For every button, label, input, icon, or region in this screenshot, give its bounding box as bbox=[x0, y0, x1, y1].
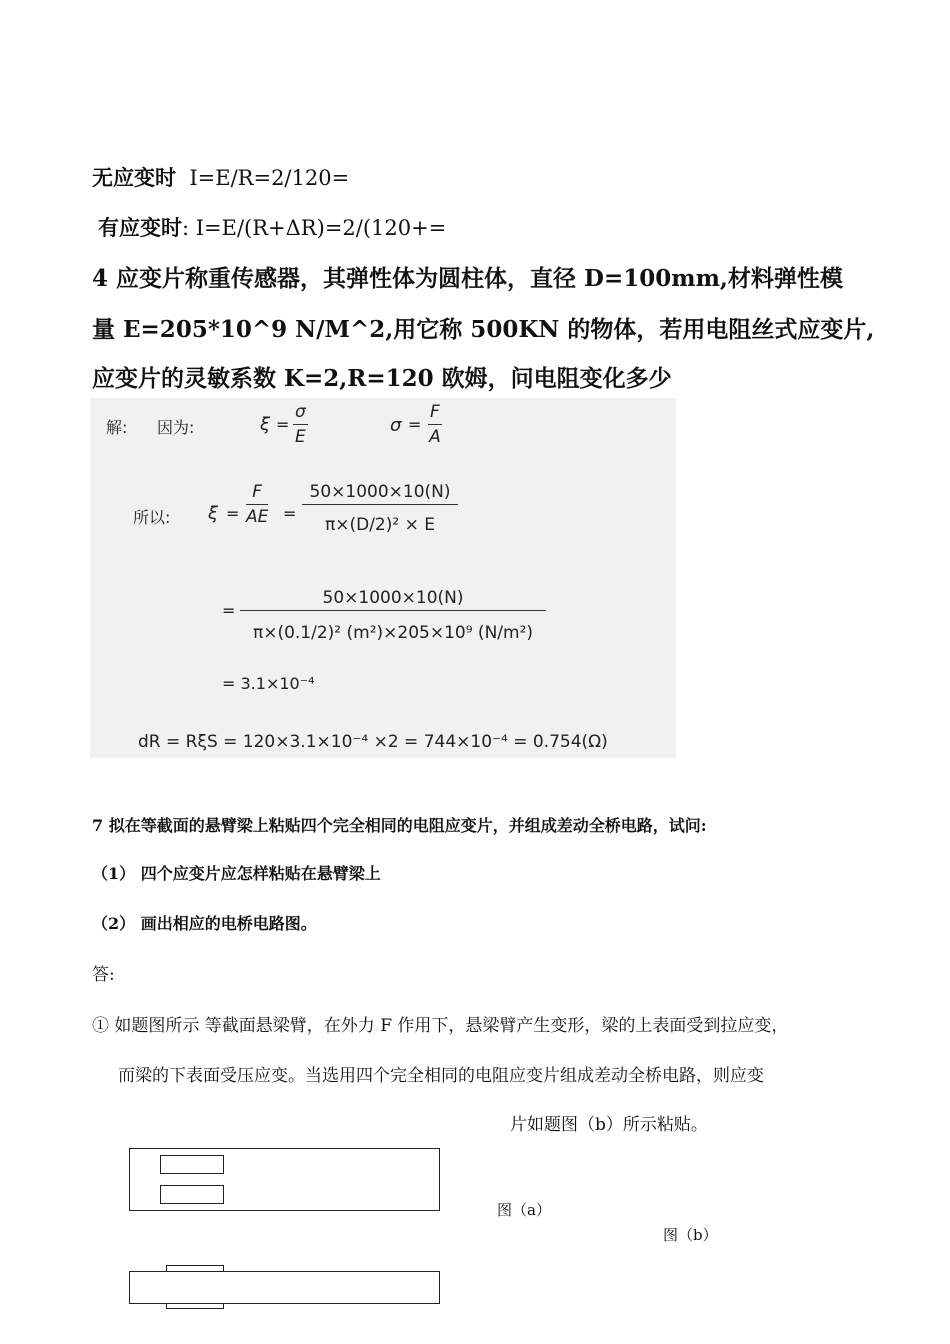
answer-line-2: 而梁的下表面受压应变。当选用四个完全相同的电阻应变片组成差动全桥电路，则应变 bbox=[118, 1066, 764, 1086]
strain-symbol: ξ bbox=[208, 503, 219, 524]
therefore-label: 所以: bbox=[133, 508, 171, 527]
no-strain-formula: I=E/R=2/120= bbox=[189, 166, 350, 190]
answer-line-3: 片如题图（b）所示粘贴。 bbox=[510, 1115, 708, 1135]
equals-sign: = bbox=[276, 415, 290, 434]
strain-symbol: ξ bbox=[260, 414, 271, 435]
no-strain-label: 无应变时 bbox=[92, 165, 176, 190]
with-strain-formula: : I=E/(R+ΔR)=2/(120+= bbox=[182, 216, 447, 240]
equals-sign: = bbox=[226, 504, 240, 523]
stress-over-e-fraction bbox=[293, 400, 308, 449]
resistance-change-formula: dR = RξS = 120×3.1×10⁻⁴ ×2 = 744×10⁻⁴ = 0.754(Ω) bbox=[138, 732, 608, 752]
with-strain-line bbox=[98, 212, 446, 242]
solution-panel bbox=[90, 398, 676, 758]
fraction-denominator: π×(0.1/2)² (m²)×205×10⁹ (N/m²) bbox=[252, 623, 534, 643]
answer-label: 答: bbox=[92, 965, 115, 985]
figure-a-caption: 图（a） bbox=[497, 1201, 551, 1219]
beam-figure-b bbox=[129, 1271, 440, 1304]
fraction-numerator: 50×1000×10(N) bbox=[240, 586, 546, 611]
first-big-fraction bbox=[302, 480, 458, 537]
question-7-part-2: （2） 画出相应的电桥电路图。 bbox=[92, 914, 317, 933]
fraction-numerator: σ bbox=[293, 400, 308, 425]
question-7-part-1: （1） 四个应变片应怎样粘贴在悬臂梁上 bbox=[92, 864, 381, 883]
figure-b-caption: 图（b） bbox=[663, 1226, 718, 1244]
fraction-numerator: 50×1000×10(N) bbox=[302, 480, 458, 505]
answer-line-1: ① 如题图所示 等截面悬梁臂，在外力 F 作用下，悬梁臂产生变形，梁的上表面受到拉应变， bbox=[92, 1016, 789, 1036]
question-4-line-3: 应变片的灵敏系数 K=2,R=120 欧姆，问电阻变化多少 bbox=[92, 365, 672, 392]
sigma-symbol: σ bbox=[390, 415, 402, 436]
fraction-numerator: F bbox=[428, 400, 442, 425]
with-strain-label: 有应变时 bbox=[98, 215, 182, 240]
question-7-title: 7 拟在等截面的悬臂梁上粘贴四个完全相同的电阻应变片，并组成差动全桥电路，试问: bbox=[92, 816, 707, 835]
equals-sign: = bbox=[408, 415, 422, 434]
solution-label: 解: bbox=[106, 418, 128, 437]
question-4-line-2: 量 E=205*10^9 N/M^2,用它称 500KN 的物体，若用电阻丝式应变片, bbox=[92, 316, 875, 343]
equals-sign: = bbox=[283, 504, 297, 523]
equals-sign: = bbox=[222, 601, 236, 620]
strain-result: = 3.1×10⁻⁴ bbox=[222, 674, 315, 693]
question-4-line-1: 4 应变片称重传感器，其弹性体为圆柱体，直径 D=100mm,材料弹性模 bbox=[92, 265, 843, 292]
fraction-numerator: F bbox=[246, 480, 268, 505]
fraction-denominator: A bbox=[429, 427, 441, 447]
fraction-denominator: AE bbox=[246, 507, 269, 527]
fraction-denominator: π×(D/2)² × E bbox=[325, 515, 435, 535]
f-over-a-fraction bbox=[428, 400, 442, 449]
second-big-fraction bbox=[240, 586, 546, 645]
strain-gauge-1 bbox=[160, 1155, 224, 1174]
fraction-denominator: E bbox=[295, 427, 306, 447]
because-label: 因为: bbox=[157, 418, 195, 437]
strain-gauge-2 bbox=[160, 1185, 224, 1204]
f-over-ae-fraction bbox=[246, 480, 268, 529]
no-strain-line bbox=[92, 162, 349, 192]
